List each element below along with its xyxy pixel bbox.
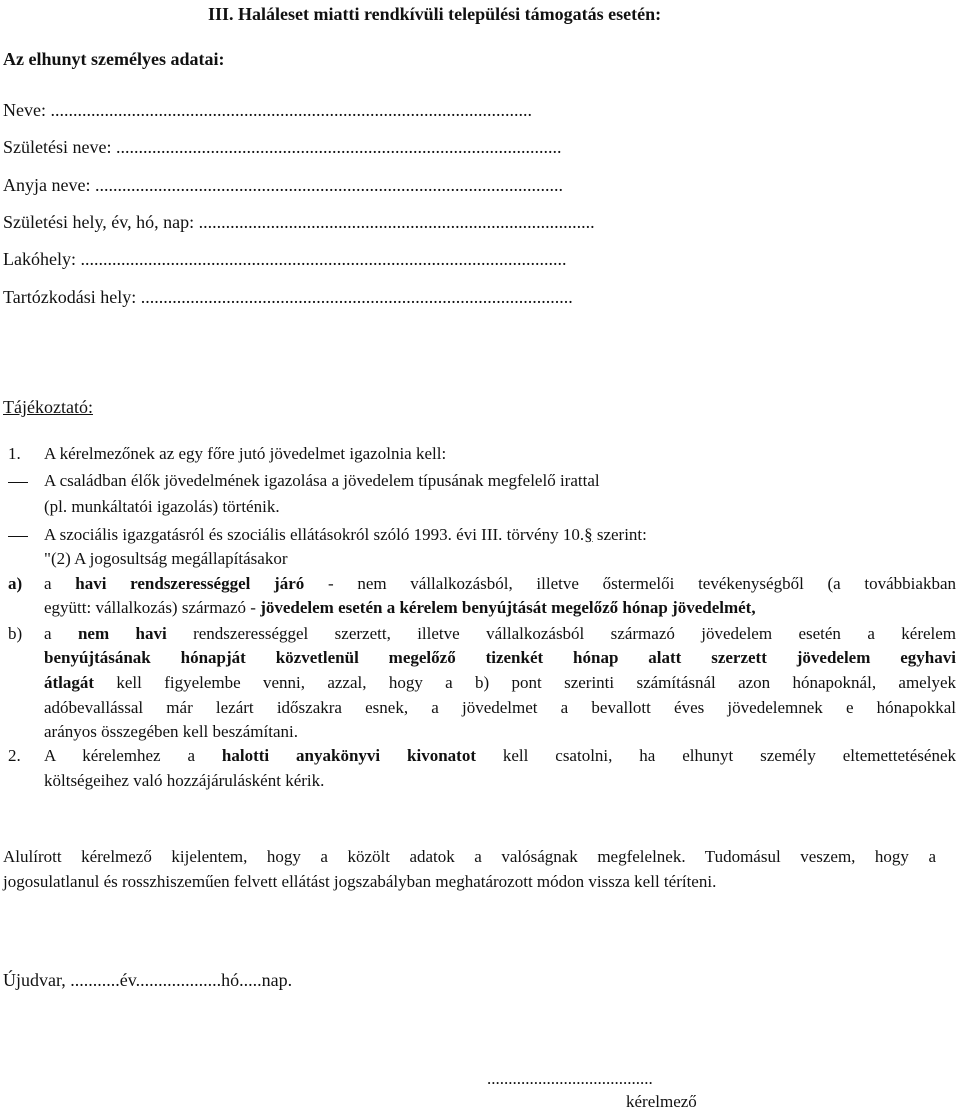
personal-data-heading: Az elhunyt személyes adatai:	[3, 49, 225, 69]
item2-number: 2.	[8, 746, 21, 765]
text-run: kell figyelembe venni, azzal, hogy a b) pont szerinti számításnál azon hónapoknál, amelyek	[94, 673, 956, 692]
section-sign: §	[584, 525, 593, 544]
item2-line1	[44, 746, 956, 766]
field-stay-place[interactable]	[3, 287, 573, 308]
para-b-line4: adóbevallással már lezárt időszakra esnek, a jövedelmet a bevallott éves jövedelemnek e hónapokkal	[44, 698, 956, 717]
bullet2-line	[44, 525, 647, 545]
para-a-marker: a)	[8, 574, 23, 593]
bullet1-line2: (pl. munkáltatói igazolás) történik.	[44, 497, 280, 516]
field-dots: ............................................................................................................	[80, 249, 567, 269]
field-label: Neve:	[3, 100, 46, 120]
dash-bullet	[8, 536, 28, 537]
text-run-bold: átlagát	[44, 673, 95, 692]
field-dots: ........................................................................................	[198, 212, 595, 232]
field-birth-name[interactable]	[3, 137, 561, 158]
field-label: Születési neve:	[3, 137, 112, 157]
para-b-line2: benyújtásának hónapját közvetlenül megelőző tizenkét hónap alatt szerzett jövedelem egyhavi	[44, 648, 956, 667]
text-run: együtt: vállalkozás) származó -	[44, 598, 261, 617]
text-run-bold: jövedelem esetén a kérelem benyújtását megelőző hónap jövedelmét,	[260, 598, 756, 617]
place-date-line[interactable]: Újudvar, ...........év...................hó.....nap.	[3, 970, 293, 990]
field-dots: ........................................................................................................	[94, 175, 563, 195]
field-name[interactable]	[3, 100, 532, 121]
text-run: - nem vállalkozásból, illetve őstermelői tevékenységből (a továbbiakban	[304, 574, 956, 593]
bullet2-text-end: szerint:	[592, 525, 647, 544]
text-run-bold: havi rendszerességgel járó	[75, 574, 305, 593]
text-run: A kérelemhez a	[44, 746, 222, 765]
text-run: a	[44, 574, 76, 593]
bullet1-line1: A családban élők jövedelmének igazolása a jövedelem típusának megfelelő irattal	[44, 471, 600, 490]
bullet2-text: A szociális igazgatásról és szociális ellátásokról szóló 1993. évi III. törvény 10.	[44, 525, 585, 544]
para-b-line1	[44, 624, 956, 644]
declaration-line2: jogosulatlanul és rosszhiszeműen felvett ellátást jogszabályban meghatározott módon vissza kell téríteni.	[3, 872, 717, 891]
item1-number: 1.	[8, 444, 21, 463]
signature-label: kérelmező	[626, 1092, 697, 1111]
dash-bullet	[8, 482, 28, 483]
signature-line[interactable]: .......................................	[487, 1069, 653, 1088]
field-dots: ...................................................................................................	[115, 137, 562, 157]
para-a-line2	[44, 598, 756, 618]
field-label: Születési hely, év, hó, nap:	[3, 212, 195, 232]
section-title: III. Haláleset miatti rendkívüli települési támogatás esetén:	[208, 4, 662, 24]
field-dots: ................................................................................................	[140, 287, 573, 307]
para-b-line5: arányos összegében kell beszámítani.	[44, 722, 298, 741]
para-b-marker: b)	[8, 624, 23, 643]
field-dots: ...........................................................................................................	[50, 100, 532, 120]
text-run: a	[44, 624, 78, 643]
field-birth-place-date[interactable]	[3, 212, 595, 233]
field-label: Lakóhely:	[3, 249, 76, 269]
field-mother-name[interactable]	[3, 175, 563, 196]
text-run: rendszerességgel szerzett, illetve vállalkozásból származó jövedelem esetén a kérelem	[166, 624, 957, 643]
item1-text: A kérelmezőnek az egy főre jutó jövedelmet igazolnia kell:	[44, 444, 447, 463]
text-run-bold: nem havi	[77, 624, 167, 643]
para-a-line1	[44, 574, 956, 594]
item2-line2: költségeihez való hozzájárulásként kérik.	[44, 771, 325, 790]
para-b-line3	[44, 673, 956, 693]
declaration-line1: Alulírott kérelmező kijelentem, hogy a közölt adatok a valóságnak megfelelnek. Tudomásul veszem, hogy a	[3, 847, 936, 866]
field-label: Tartózkodási hely:	[3, 287, 137, 307]
info-heading: Tájékoztató:	[3, 397, 93, 417]
text-run: kell csatolni, ha elhunyt személy eltemettetésének	[475, 746, 956, 765]
quote-line: "(2) A jogosultság megállapításakor	[44, 549, 288, 568]
field-residence[interactable]	[3, 249, 566, 270]
text-run-bold: halotti anyakönyvi kivonatot	[221, 746, 476, 765]
field-label: Anyja neve:	[3, 175, 91, 195]
